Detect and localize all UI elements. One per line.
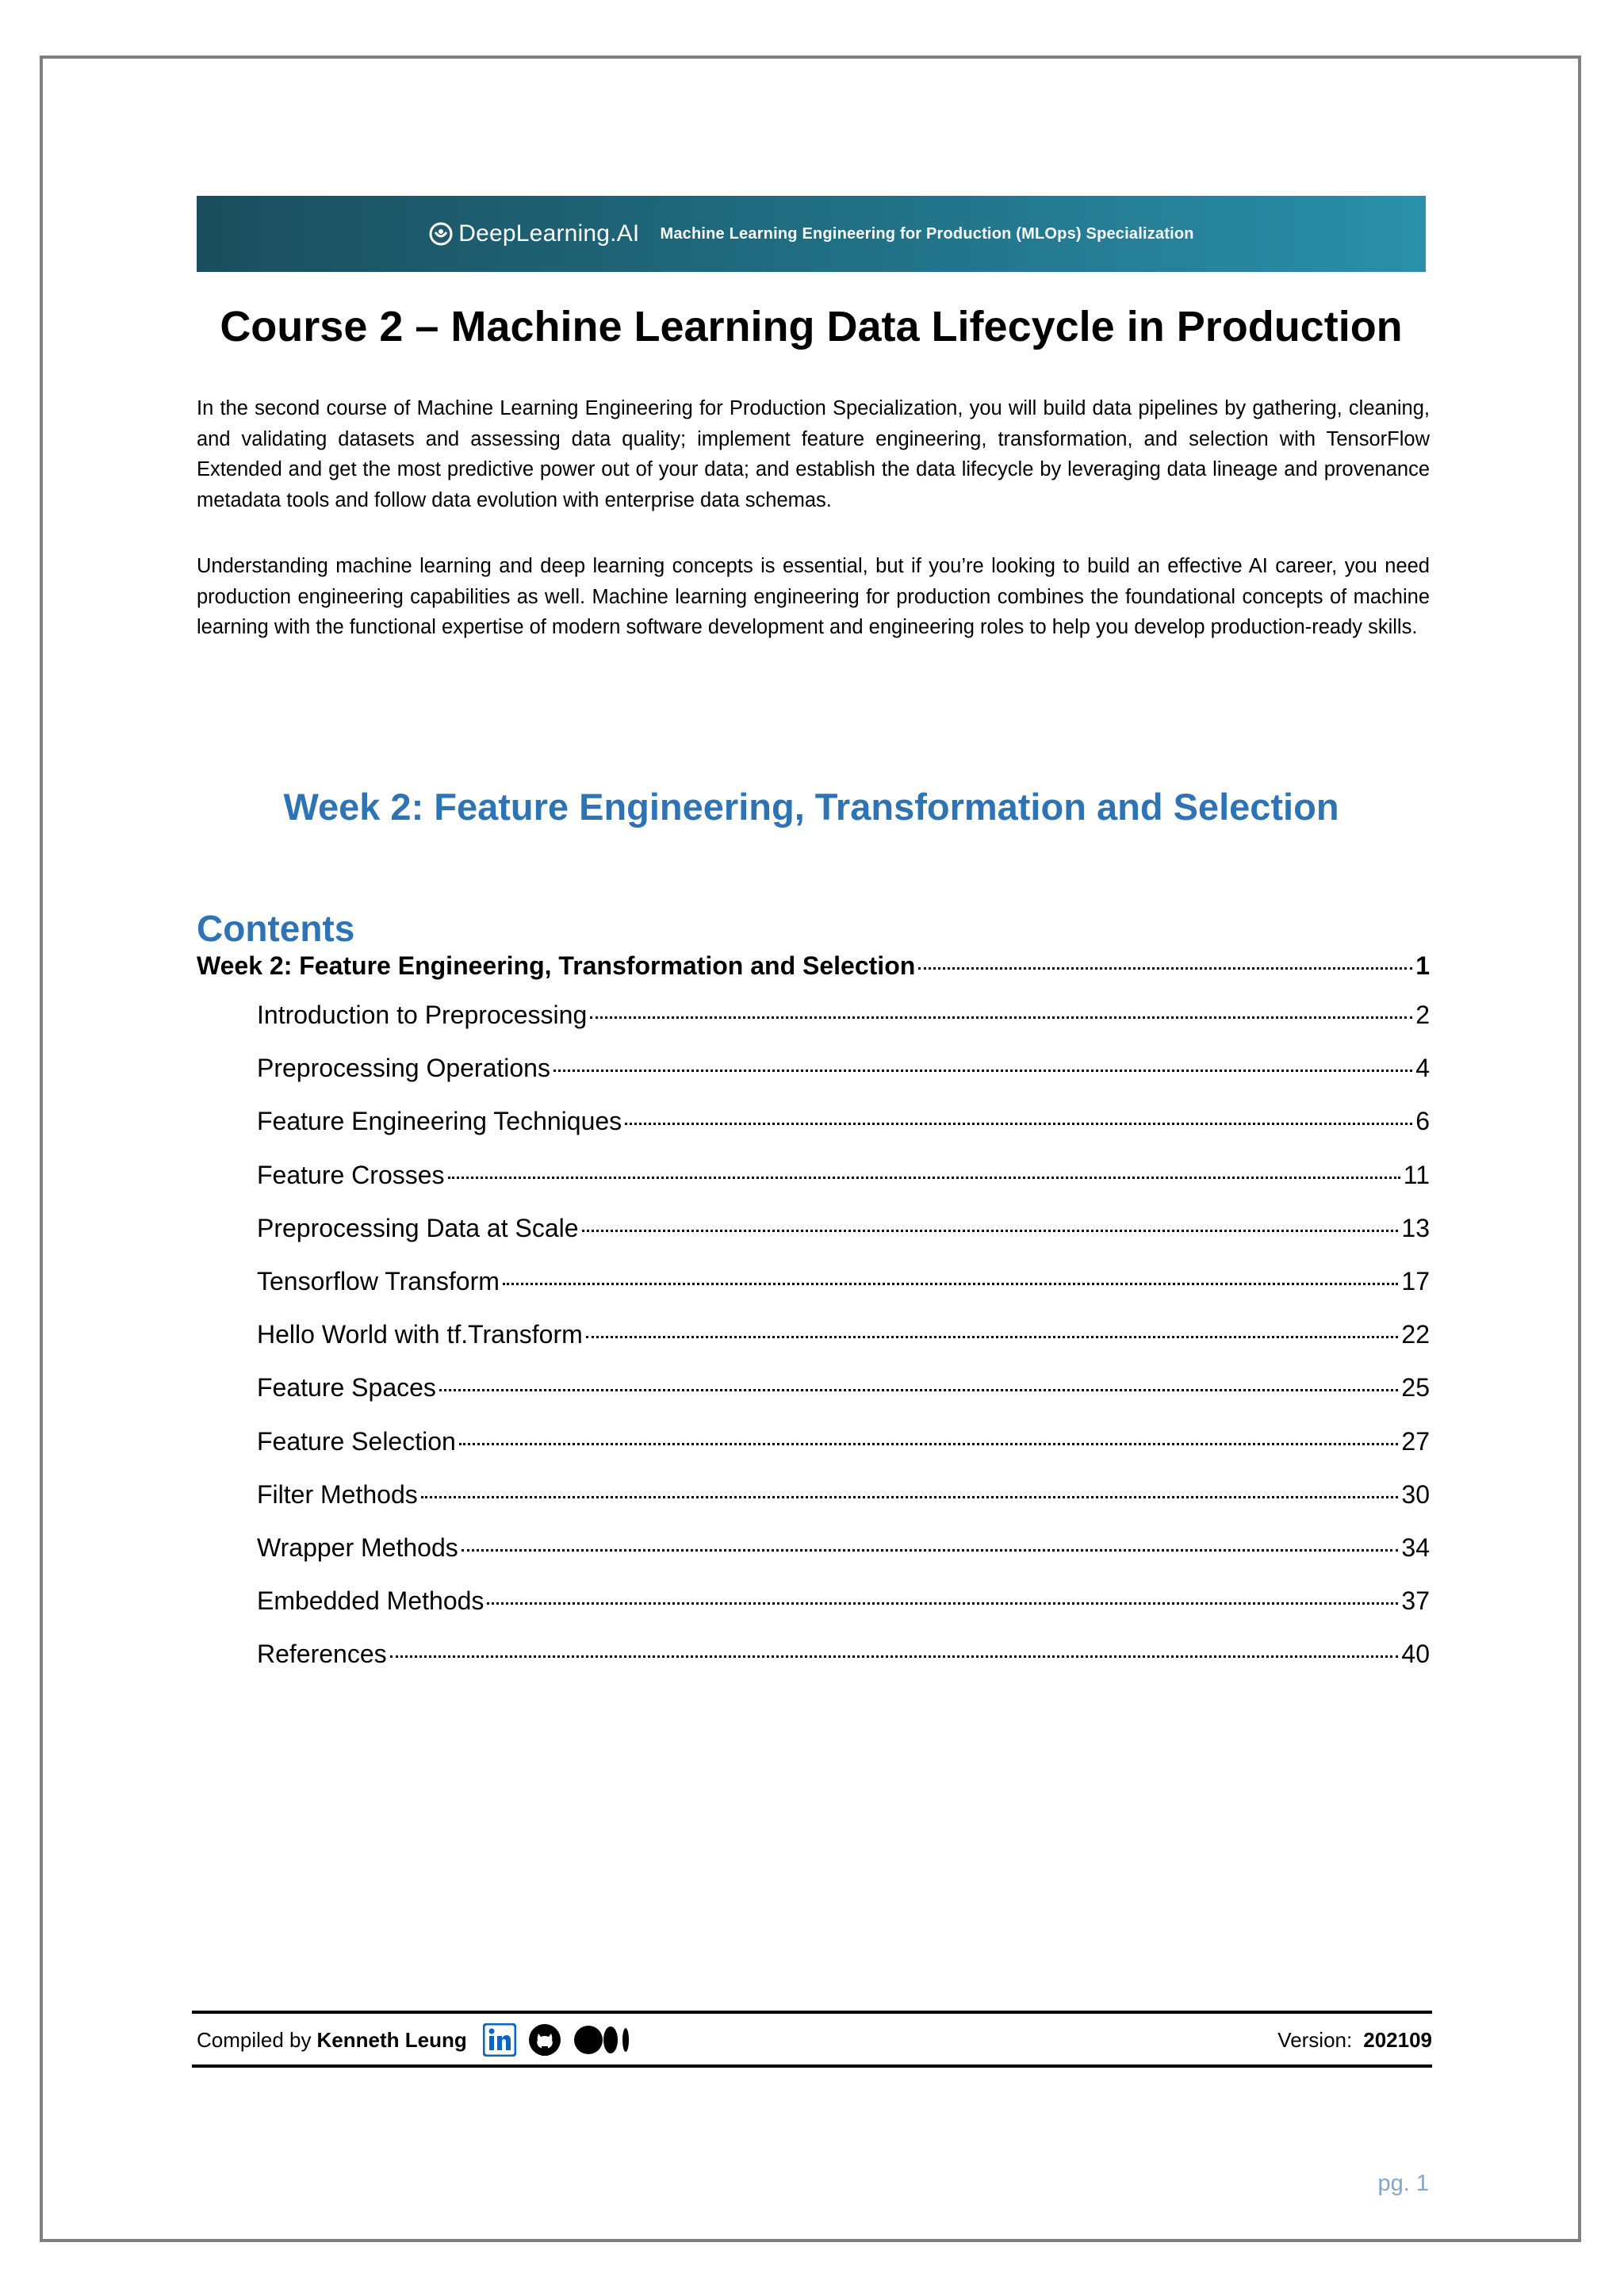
toc-entry-title: Week 2: Feature Engineering, Transformation and Selection bbox=[197, 951, 916, 980]
toc-entry[interactable] bbox=[197, 1267, 1430, 1320]
toc-leader-dots bbox=[918, 967, 1412, 970]
toc-leader-dots bbox=[390, 1655, 1399, 1658]
toc-entry[interactable] bbox=[197, 1320, 1430, 1373]
toc-entry-page: 1 bbox=[1415, 951, 1430, 980]
toc-leader-dots bbox=[625, 1123, 1412, 1125]
toc-entry-title: Feature Engineering Techniques bbox=[257, 1107, 622, 1136]
toc-entry-page: 17 bbox=[1401, 1266, 1430, 1295]
contents-heading: Contents bbox=[197, 908, 355, 949]
toc-entry-title: Preprocessing Data at Scale bbox=[257, 1213, 579, 1242]
toc-leader-dots bbox=[582, 1230, 1399, 1232]
author-name: Kenneth Leung bbox=[316, 2027, 467, 2052]
toc-entry-title: Hello World with tf.Transform bbox=[257, 1320, 583, 1349]
specialization-banner bbox=[197, 196, 1426, 272]
toc-entry[interactable] bbox=[197, 1586, 1430, 1640]
toc-leader-dots bbox=[586, 1336, 1399, 1338]
toc-entry[interactable] bbox=[197, 1480, 1430, 1533]
toc-leader-dots bbox=[421, 1496, 1399, 1498]
toc-entry-page: 4 bbox=[1415, 1054, 1430, 1083]
intro-paragraph-1: In the second course of Machine Learning Engineering for Production Specialization, you will build data pipelines by gathering, cleaning, and validating datasets and assessing data quality; implement feature engineering, transformation, and selection with TensorFlow Extended and get the most predictive power out of your data; and establish the data lifecycle by leveraging data lineage and provenance metadata tools and follow data evolution with enterprise data schemas. bbox=[197, 397, 1430, 511]
toc-entry[interactable] bbox=[197, 1373, 1430, 1426]
linkedin-icon[interactable] bbox=[483, 2023, 516, 2057]
toc-leader-dots bbox=[503, 1283, 1399, 1285]
toc-entry-page: 6 bbox=[1415, 1107, 1430, 1136]
toc-entry-page: 22 bbox=[1401, 1320, 1430, 1349]
footer-bottom-rule bbox=[192, 2064, 1432, 2068]
deeplearning-ai-logo bbox=[428, 220, 639, 247]
toc-entry-page: 40 bbox=[1401, 1640, 1430, 1669]
intro-paragraph-2: Understanding machine learning and deep learning concepts is essential, but if you’re looking to build an effective AI career, you need production engineering capabilities as well. Machine learning engineering for production combines the foundational concepts of machine learning with the functional expertise of modern software development and engineering roles to help you develop production-ready skills. bbox=[197, 555, 1430, 638]
toc-entry[interactable] bbox=[197, 1161, 1430, 1214]
toc-entry-page: 13 bbox=[1401, 1213, 1430, 1242]
course-title: Course 2 – Machine Learning Data Lifecycle in Production bbox=[220, 303, 1403, 350]
week-title: Week 2: Feature Engineering, Transformation and Selection bbox=[283, 786, 1339, 828]
toc-entry-page: 34 bbox=[1401, 1533, 1430, 1562]
toc-entry-page: 11 bbox=[1403, 1160, 1430, 1189]
toc-entry[interactable] bbox=[197, 1001, 1430, 1054]
deeplearning-logo-icon bbox=[428, 221, 454, 247]
toc-entry-title: Tensorflow Transform bbox=[257, 1266, 500, 1295]
version-label: Version: bbox=[1277, 2027, 1353, 2052]
toc-entry-title: Feature Selection bbox=[257, 1426, 456, 1456]
toc-entry[interactable] bbox=[197, 1054, 1430, 1107]
toc-entry-title: References bbox=[257, 1640, 387, 1669]
brand-name: DeepLearning.AI bbox=[458, 220, 640, 247]
toc-entry[interactable] bbox=[197, 1214, 1430, 1267]
toc-leader-dots bbox=[459, 1443, 1399, 1445]
footer-top-rule bbox=[192, 2011, 1432, 2014]
table-of-contents bbox=[197, 951, 1430, 1693]
toc-entry[interactable] bbox=[197, 1427, 1430, 1480]
toc-entry-page: 2 bbox=[1415, 1001, 1430, 1029]
toc-entry-title: Filter Methods bbox=[257, 1479, 418, 1509]
toc-entry[interactable] bbox=[197, 1107, 1430, 1160]
toc-leader-dots bbox=[439, 1389, 1399, 1391]
toc-entry-page: 30 bbox=[1401, 1479, 1430, 1509]
toc-entry[interactable] bbox=[197, 1640, 1430, 1693]
footer-version bbox=[1277, 2019, 1432, 2061]
toc-entry-title: Wrapper Methods bbox=[257, 1533, 458, 1562]
toc-entry-title: Feature Spaces bbox=[257, 1373, 436, 1402]
toc-entry[interactable] bbox=[197, 951, 1430, 1001]
toc-entry-title: Preprocessing Operations bbox=[257, 1054, 550, 1083]
toc-leader-dots bbox=[590, 1016, 1412, 1019]
toc-entry-page: 25 bbox=[1401, 1373, 1430, 1402]
page-number: pg. 1 bbox=[1377, 2171, 1429, 2196]
specialization-name: Machine Learning Engineering for Production (MLOps) Specialization bbox=[660, 224, 1194, 243]
toc-leader-dots bbox=[462, 1549, 1399, 1552]
toc-entry-title: Feature Crosses bbox=[257, 1160, 445, 1189]
footer-credit bbox=[197, 2019, 643, 2061]
toc-entry-title: Introduction to Preprocessing bbox=[257, 1001, 588, 1029]
toc-leader-dots bbox=[487, 1602, 1398, 1605]
compiled-by-label: Compiled by bbox=[197, 2027, 312, 2052]
social-links bbox=[483, 2022, 643, 2057]
toc-entry-page: 27 bbox=[1401, 1426, 1430, 1456]
toc-leader-dots bbox=[448, 1177, 1400, 1179]
toc-leader-dots bbox=[553, 1070, 1412, 1072]
toc-entry-page: 37 bbox=[1401, 1586, 1430, 1616]
version-value: 202109 bbox=[1363, 2027, 1432, 2052]
toc-entry-title: Embedded Methods bbox=[257, 1586, 485, 1616]
medium-icon[interactable] bbox=[573, 2024, 632, 2056]
toc-entry[interactable] bbox=[197, 1533, 1430, 1586]
github-icon[interactable] bbox=[527, 2022, 562, 2057]
